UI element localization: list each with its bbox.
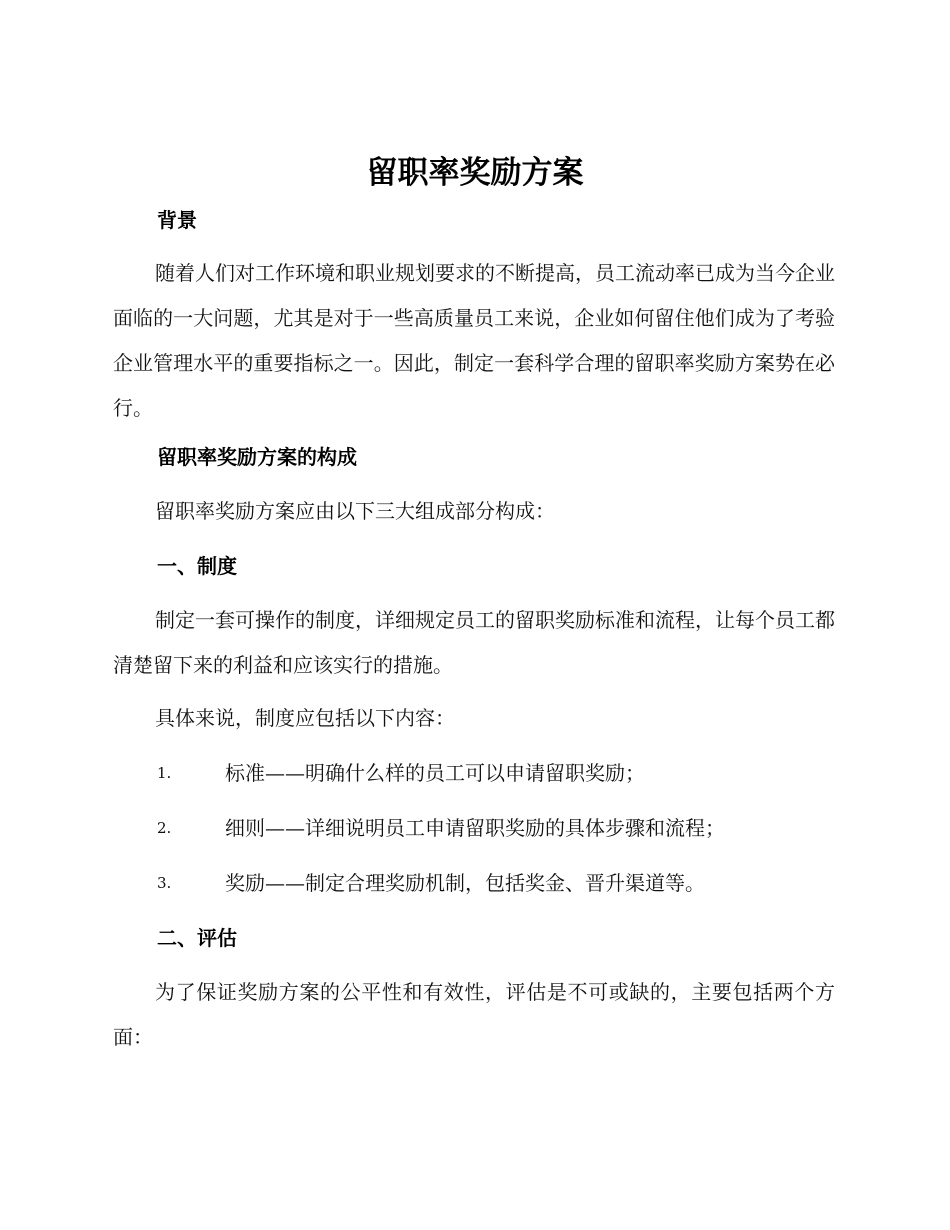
list-item-text: 奖励——制定合理奖励机制，包括奖金、晋升渠道等。 — [225, 871, 705, 895]
paragraph-composition: 留职率奖励方案应由以下三大组成部分构成： — [155, 499, 555, 523]
list-item — [157, 813, 837, 843]
section-heading-evaluation: 二、评估 — [157, 926, 237, 950]
list-item-number: 1. — [157, 764, 172, 782]
section-heading-composition: 留职率奖励方案的构成 — [157, 445, 357, 469]
list-item-text: 细则——详细说明员工申请留职奖励的具体步骤和流程； — [225, 816, 725, 840]
list-item-text: 标准——明确什么样的员工可以申请留职奖励； — [225, 761, 645, 785]
paragraph-system: 制定一套可操作的制度，详细规定员工的留职奖励标准和流程，让每个员工都清楚留下来的利益和应该实行的措施。 — [113, 608, 835, 677]
section-heading-system: 一、制度 — [157, 554, 237, 578]
paragraph-evaluation: 为了保证奖励方案的公平性和有效性，评估是不可或缺的，主要包括两个方面： — [113, 980, 835, 1049]
document-title: 留职率奖励方案 — [366, 155, 584, 191]
list-item — [157, 758, 837, 788]
paragraph-system-intro: 具体来说，制度应包括以下内容： — [155, 706, 455, 730]
section-heading-background: 背景 — [157, 208, 197, 232]
list-item-number: 2. — [157, 819, 172, 837]
paragraph-background: 随着人们对工作环境和职业规划要求的不断提高，员工流动率已成为当今企业面临的一大问题，尤其是对于一些高质量员工来说，企业如何留住他们成为了考验企业管理水平的重要指标之一。因此，制定一套科学合理的留职率奖励方案势在必行。 — [113, 261, 835, 420]
list-item — [157, 868, 837, 898]
list-item-number: 3. — [157, 874, 172, 892]
